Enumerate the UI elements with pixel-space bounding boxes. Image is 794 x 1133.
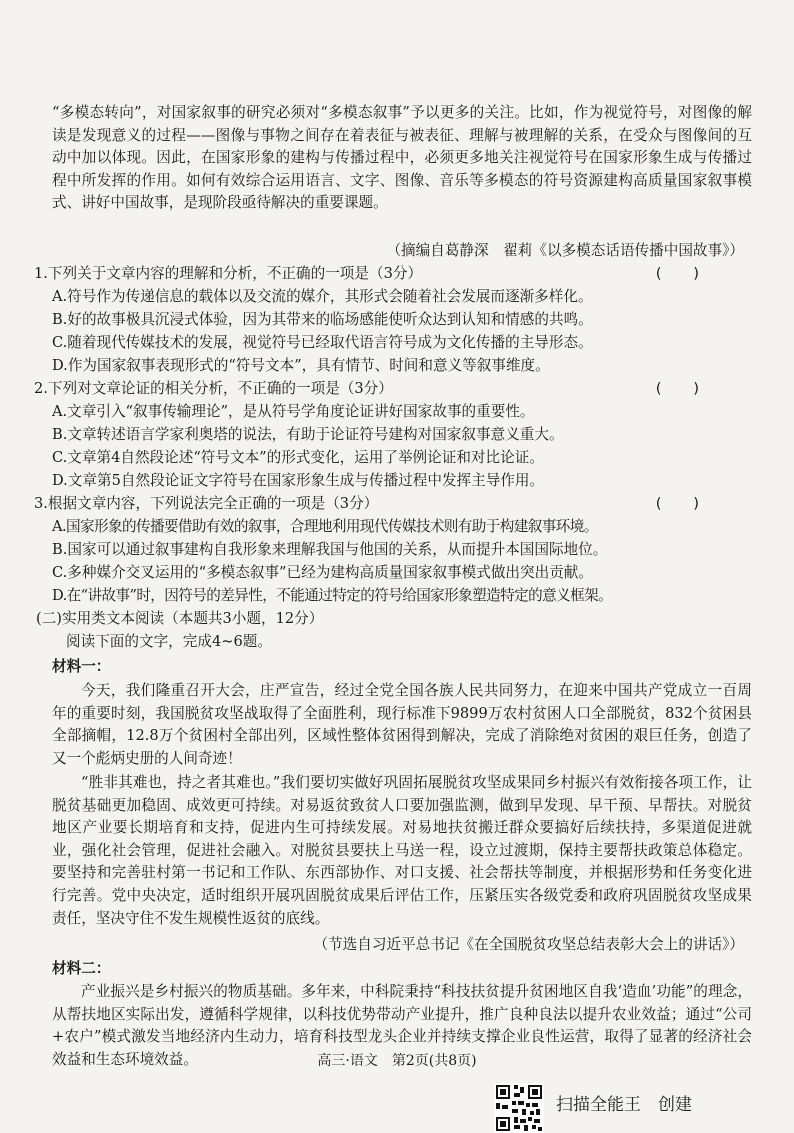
question-2-option-b: B.文章转述语言学家利奥塔的说法，有助于论证符号建构对国家叙事意义重大。 xyxy=(52,426,564,443)
question-1-answer-blank: ( ) xyxy=(654,265,701,282)
question-2-stem xyxy=(34,378,754,400)
material-1-paragraph-1: 今天，我们隆重召开大会，庄严宣告，经过全党全国各族人民共同努力，在迎来中国共产党成立一百周年的重要时刻，我国脱贫攻坚战取得了全面胜利，现行标准下9899万农村贫困人口全部脱贫，832个贫困县全部摘帽，12.8万个贫困村全部出列，区域性整体贫困得到解决，完成了消除绝对贫困的艰巨任务，创造了又一个彪炳史册的人间奇迹！ xyxy=(52,682,752,767)
material-1-source: （节选自习近平总书记《在全国脱贫攻坚总结表彰大会上的讲话》） xyxy=(313,936,744,953)
question-1-option-d: D.作为国家叙事表现形式的“符号文本”，具有情节、时间和意义等叙事维度。 xyxy=(52,357,550,374)
question-1-stem xyxy=(34,263,754,285)
page-footer: 高三·语文 第2页(共8页) xyxy=(317,1053,477,1069)
qr-code-icon xyxy=(494,1083,544,1133)
question-1-option-b: B.好的故事极具沉浸式体验，因为其带来的临场感能使听众达到认知和情感的共鸣。 xyxy=(52,311,593,328)
question-2-option-a: A.文章引入“叙事传输理论”，是从符号学角度论证讲好国家故事的重要性。 xyxy=(52,403,535,420)
intro-paragraph: “多模态转向”，对国家叙事的研究必须对“多模态叙事”予以更多的关注。比如，作为视觉符号，对图像的解读是发现意义的过程——图像与事物之间存在着表征与被表征、理解与被理解的关系，在受众与图像间的互动中加以体现。因此，在国家形象的建构与传播过程中，必须更多地关注视觉符号在国家形象生成与传播过程中所发挥的作用。如何有效综合运用语言、文字、图像、音乐等多模态的符号资源建构高质量国家叙事模式、讲好中国故事，是现阶段亟待解决的重要课题。 xyxy=(52,104,752,212)
material-1-label: 材料一： xyxy=(52,658,111,675)
question-1-text: 1.下列关于文章内容的理解和分析，不正确的一项是（3分） xyxy=(34,265,423,282)
question-3-text: 3.根据文章内容，下列说法完全正确的一项是（3分） xyxy=(34,495,379,512)
question-3-option-a: A.国家形象的传播要借助有效的叙事，合理地利用现代传媒技术则有助于构建叙事环境。 xyxy=(52,518,598,535)
question-2-option-c: C.文章第4自然段论述“符号文本”的形式变化，运用了举例论证和对比论证。 xyxy=(52,449,544,466)
question-1-option-a: A.符号作为传递信息的载体以及交流的媒介，其形式会随着社会发展而逐渐多样化。 xyxy=(52,288,593,305)
section-2-heading: (二)实用类文本阅读（本题共3小题，12分） xyxy=(36,610,324,627)
question-3-option-b: B.国家可以通过叙事建构自我形象来理解我国与他国的关系，从而提升本国国际地位。 xyxy=(52,541,608,558)
material-2-label: 材料二： xyxy=(52,960,111,977)
question-2-option-d: D.文章第5自然段论证文字符号在国家形象生成与传播过程中发挥主导作用。 xyxy=(52,472,545,489)
question-2-answer-blank: ( ) xyxy=(654,380,701,397)
question-3-answer-blank: ( ) xyxy=(654,495,701,512)
question-2-text: 2.下列对文章论证的相关分析，不正确的一项是（3分） xyxy=(34,380,393,397)
section-2-instruction: 阅读下面的文字，完成4~6题。 xyxy=(66,633,272,650)
material-2-paragraph: 产业振兴是乡村振兴的物质基础。多年来，中科院秉持“科技扶贫提升贫困地区自我‘造血’功能”的理念，从帮扶地区实际出发，遵循科学规律，以科技优势带动产业提升，推广良种良法以提升农业效益；通过“公司+农户”模式激发当地经济内生动力，培育科技型龙头企业并持续支撑企业良性运营，取得了显著的经济社会效益和生态环境效益。 xyxy=(52,983,752,1068)
question-3-option-d: D.在“讲故事”时，因符号的差异性，不能通过特定的符号给国家形象塑造特定的意义框架。 xyxy=(52,587,613,604)
intro-source: （摘编自葛静深 翟莉《以多模态话语传播中国故事》） xyxy=(386,242,744,259)
question-3-option-c: C.多种媒介交叉运用的“多模态叙事”已经为建构高质量国家叙事模式做出突出贡献。 xyxy=(52,564,593,581)
question-3-stem xyxy=(34,493,754,515)
question-1-option-c: C.随着现代传媒技术的发展，视觉符号已经取代语言符号成为文化传播的主导形态。 xyxy=(52,334,593,351)
scanner-watermark: 扫描全能王 创建 xyxy=(556,1095,692,1115)
material-1-paragraph-2: “胜非其难也，持之者其难也。”我们要切实做好巩固拓展脱贫攻坚成果同乡村振兴有效衔接各项工作，让脱贫基础更加稳固、成效更可持续。对易返贫致贫人口要加强监测，做到早发现、早干预、早帮扶。对脱贫地区产业要长期培育和支持，促进内生可持续发展。对易地扶贫搬迁群众要搞好后续扶持，多渠道促进就业，强化社会管理，促进社会融入。对脱贫县要扶上马送一程，设立过渡期，保持主要帮扶政策总体稳定。要坚持和完善驻村第一书记和工作队、东西部协作、对口支援、社会帮扶等制度，并根据形势和任务变化进行完善。党中央决定，适时组织开展巩固脱贫成果后评估工作，压紧压实各级党委和政府巩固脱贫攻坚成果责任，坚决守住不发生规模性返贫的底线。 xyxy=(52,774,752,927)
